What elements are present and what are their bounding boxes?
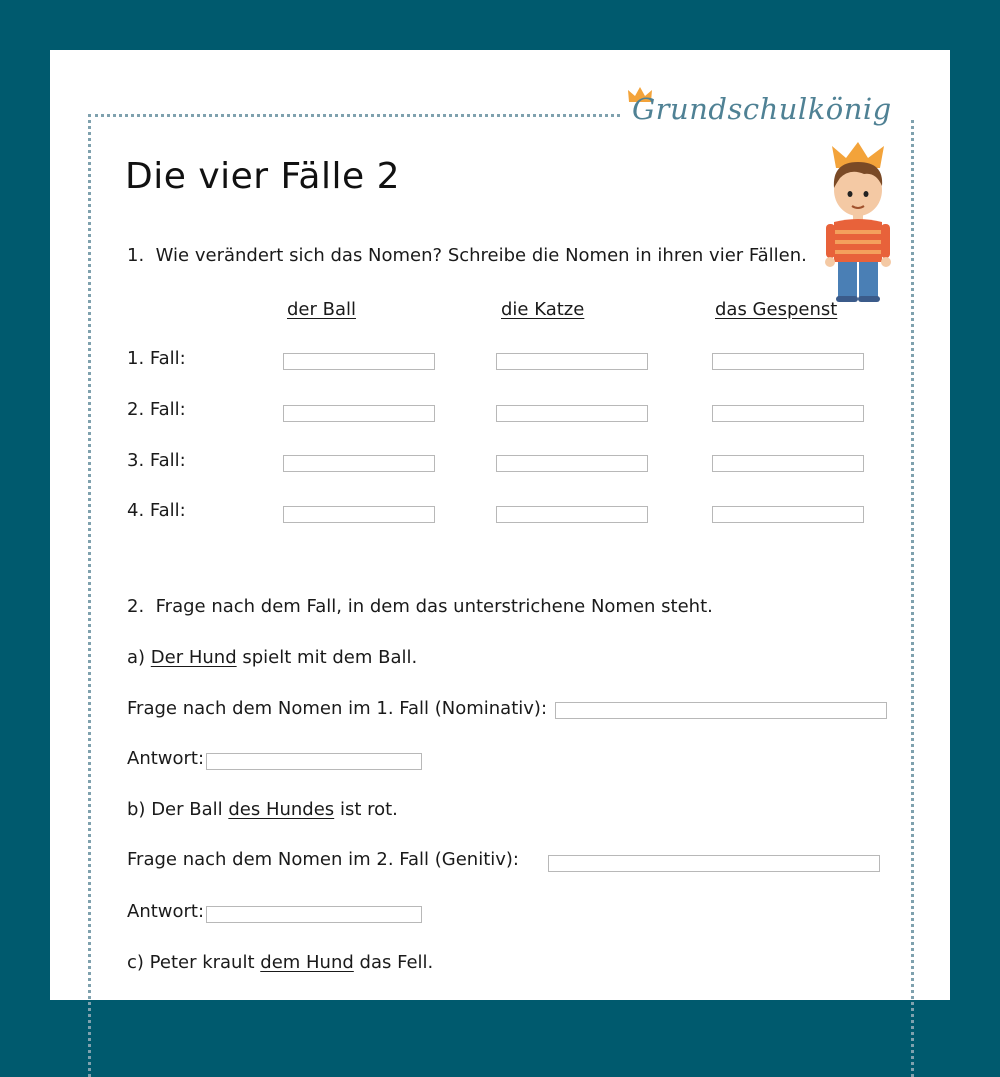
underlined-noun-c: dem Hund (260, 952, 354, 973)
row-label-fall-1: 1. Fall: (127, 348, 186, 369)
answer-box-katze-fall-4[interactable] (496, 506, 648, 523)
boy-with-crown-illustration (820, 138, 900, 303)
question-label-b: Frage nach dem Nomen im 2. Fall (Genitiv): (127, 849, 519, 870)
answer-box-ball-fall-3[interactable] (283, 455, 435, 472)
answer-box-b[interactable] (206, 906, 422, 923)
answer-label-b: Antwort: (127, 901, 205, 922)
answer-box-katze-fall-2[interactable] (496, 405, 648, 422)
question-label-a: Frage nach dem Nomen im 1. Fall (Nominativ): (127, 698, 548, 719)
row-label-fall-2: 2. Fall: (127, 399, 186, 420)
answer-box-katze-fall-3[interactable] (496, 455, 648, 472)
sentence-a: a) Der Hund spielt mit dem Ball. (127, 647, 418, 668)
row-label-fall-3: 3. Fall: (127, 450, 186, 471)
answer-box-gespenst-fall-1[interactable] (712, 353, 864, 370)
row-label-fall-4: 4. Fall: (127, 500, 186, 521)
task2-header: 2. Frage nach dem Fall, in dem das unterstrichene Nomen steht. (127, 596, 713, 617)
answer-box-gespenst-fall-4[interactable] (712, 506, 864, 523)
answer-box-ball-fall-1[interactable] (283, 353, 435, 370)
task1-instruction: Wie verändert sich das Nomen? Schreibe die Nomen in ihren vier Fällen. (155, 245, 807, 266)
task1-header: 1. Wie verändert sich das Nomen? Schreibe die Nomen in ihren vier Fällen. (127, 245, 807, 266)
page-title: Die vier Fälle 2 (125, 156, 400, 197)
answer-box-a[interactable] (206, 753, 422, 770)
answer-box-gespenst-fall-3[interactable] (712, 455, 864, 472)
column-header-der-ball: der Ball (287, 299, 357, 320)
answer-label-a: Antwort: (127, 748, 205, 769)
task2-instruction: Frage nach dem Fall, in dem das unterstrichene Nomen steht. (155, 596, 713, 617)
question-box-b[interactable] (548, 855, 880, 872)
answer-box-katze-fall-1[interactable] (496, 353, 648, 370)
question-box-a[interactable] (555, 702, 887, 719)
column-header-die-katze: die Katze (501, 299, 585, 320)
underlined-noun-a: Der Hund (150, 647, 237, 668)
column-header-das-gespenst: das Gespenst (715, 299, 838, 320)
answer-box-gespenst-fall-2[interactable] (712, 405, 864, 422)
answer-box-ball-fall-2[interactable] (283, 405, 435, 422)
sentence-c: c) Peter krault dem Hund das Fell. (127, 952, 434, 973)
worksheet (50, 50, 950, 1000)
underlined-noun-b: des Hundes (228, 799, 335, 820)
brand-logo: Grundschulkönig (632, 92, 892, 126)
answer-box-ball-fall-4[interactable] (283, 506, 435, 523)
sentence-b: b) Der Ball des Hundes ist rot. (127, 799, 398, 820)
